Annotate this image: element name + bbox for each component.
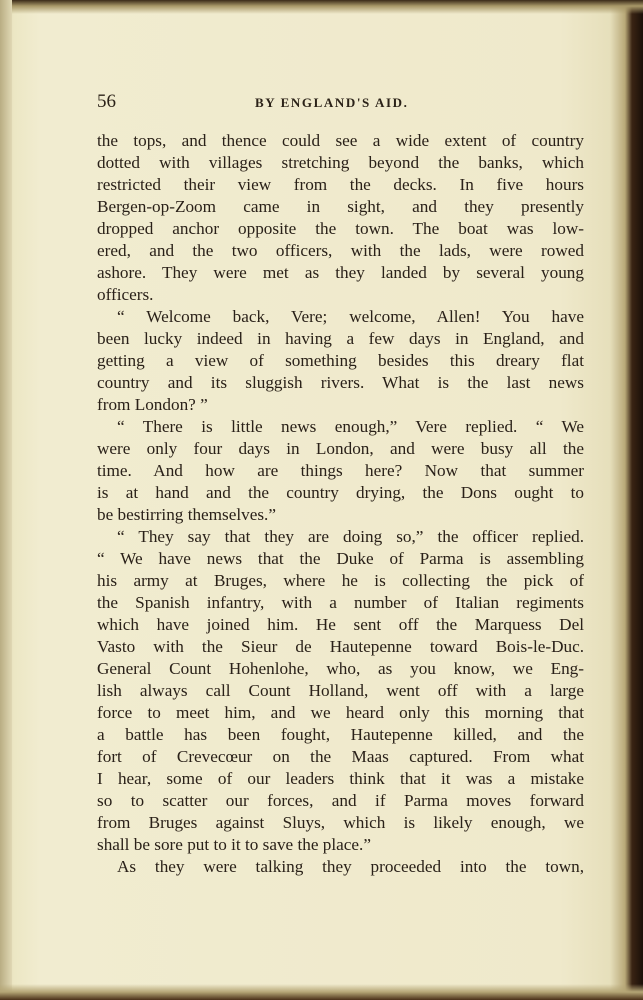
text-line: ashore. They were met as they landed by several young: [97, 263, 584, 282]
text-line: force to meet him, and we heard only this morning that: [97, 703, 584, 722]
text-line: getting a view of something besides this dreary flat: [97, 351, 584, 370]
text-line: the tops, and thence could see a wide extent of country: [97, 131, 584, 150]
page-number: 56: [97, 91, 116, 112]
text-line: a battle has been fought, Hautepenne killed, and the: [97, 725, 584, 744]
text-line: “ We have news that the Duke of Parma is assembling: [97, 549, 584, 568]
text-line: shall be sore put to it to save the place.”: [97, 835, 371, 854]
running-head: [97, 91, 584, 115]
text-line: the Spanish infantry, with a number of Italian regiments: [97, 593, 584, 612]
text-line: country and its sluggish rivers. What is the last news: [97, 373, 584, 392]
running-title: BY ENGLAND'S AID.: [255, 95, 409, 110]
text-line: from Bruges against Sluys, which is likely enough, we: [97, 813, 584, 832]
text-line: fort of Crevecœur on the Maas captured. From what: [97, 747, 584, 766]
text-line: be bestirring themselves.”: [97, 505, 276, 524]
text-line: “ Welcome back, Vere; welcome, Allen! You have: [117, 307, 584, 326]
page-gutter-edge: [0, 0, 12, 1000]
text-line: from London? ”: [97, 395, 208, 414]
text-line: ered, and the two officers, with the lads, were rowed: [97, 241, 584, 260]
text-line: officers.: [97, 285, 154, 304]
text-line: “ They say that they are doing so,” the officer replied.: [117, 527, 584, 546]
text-line: General Count Hohenlohe, who, as you know, we Eng-: [97, 659, 584, 678]
text-line: which have joined him. He sent off the Marquess Del: [97, 615, 584, 634]
text-line: been lucky indeed in having a few days in England, and: [97, 329, 584, 348]
text-line: is at hand and the country drying, the Dons ought to: [97, 483, 584, 502]
text-line: so to scatter our forces, and if Parma moves forward: [97, 791, 584, 810]
text-line: time. And how are things here? Now that summer: [97, 461, 584, 480]
text-line: I hear, some of our leaders think that it was a mistake: [97, 769, 584, 788]
text-line: his army at Bruges, where he is collecting the pick of: [97, 571, 584, 590]
text-line: dotted with villages stretching beyond the banks, which: [97, 153, 584, 172]
text-line: dropped anchor opposite the town. The boat was low-: [97, 219, 584, 238]
body-text: [97, 130, 584, 878]
text-line: As they were talking they proceeded into the town,: [117, 857, 584, 876]
text-line: Bergen-op-Zoom came in sight, and they presently: [97, 197, 584, 216]
text-line: Vasto with the Sieur de Hautepenne toward Bois-le-Duc.: [97, 637, 584, 656]
text-line: restricted their view from the decks. In five hours: [97, 175, 584, 194]
text-line: “ There is little news enough,” Vere replied. “ We: [117, 417, 584, 436]
text-line: were only four days in London, and were busy all the: [97, 439, 584, 458]
text-line: lish always call Count Holland, went off with a large: [97, 681, 584, 700]
